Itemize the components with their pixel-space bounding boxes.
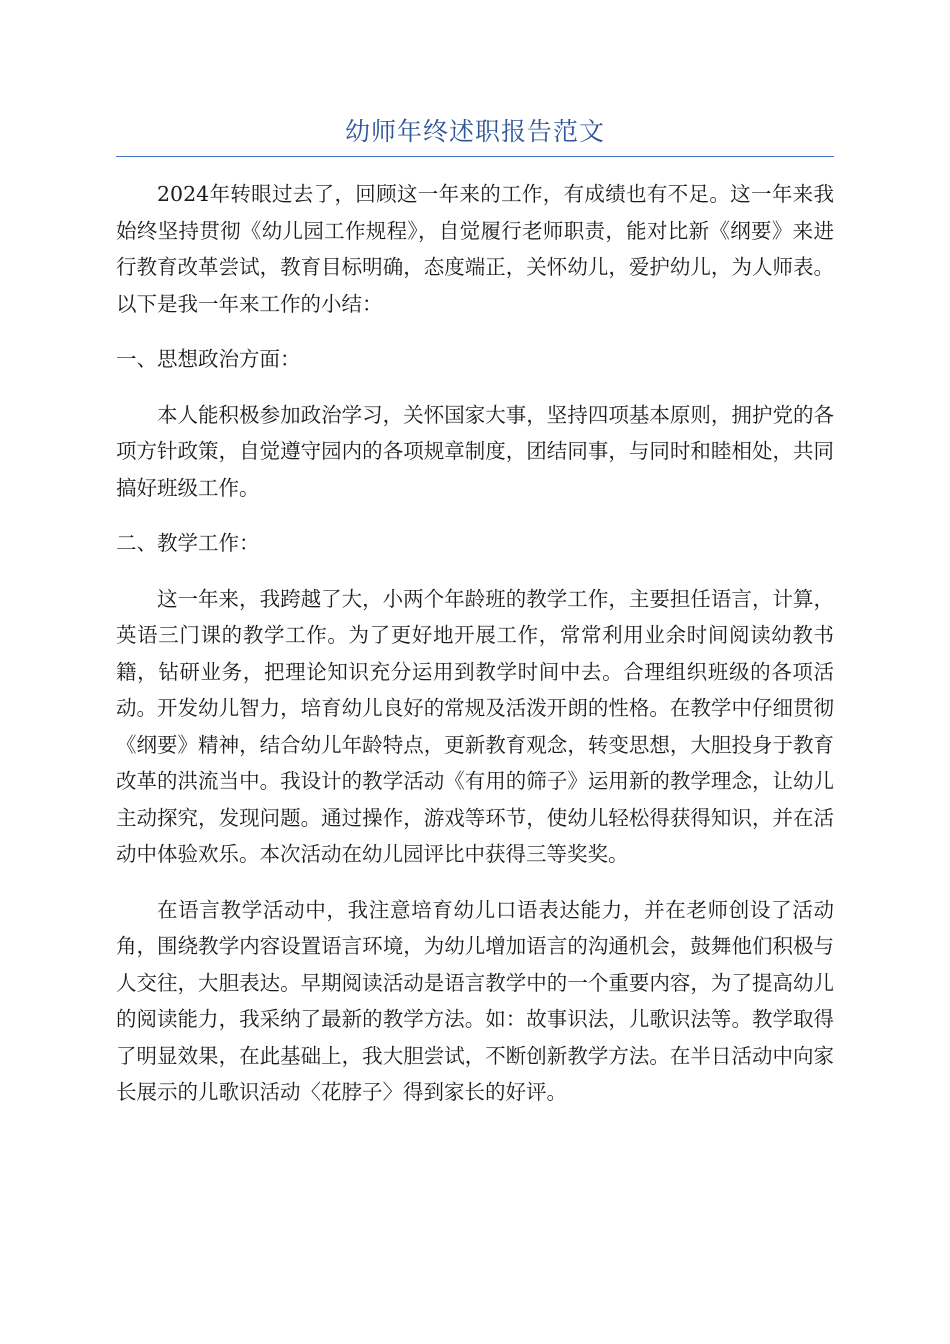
politics-paragraph: 本人能积极参加政治学习，关怀国家大事，坚持四项基本原则，拥护党的各项方针政策，自觉遵守园内的各项规章制度，团结同事，与同时和睦相处，共同搞好班级工作。 [116,402,834,500]
teaching-paragraph-2: 在语言教学活动中，我注意培育幼儿口语表达能力，并在老师创设了活动角，围绕教学内容设置语言环境，为幼儿增加语言的沟通机会，鼓舞他们积极与人交往，大胆表达。早期阅读活动是语言教学中的一个重要内容，为了提高幼儿的阅读能力，我采纳了最新的教学方法。如：故事识法，儿歌识法等。教学取得了明显效果，在此基础上，我大胆尝试，不断创新教学方法。在半日活动中向家长展示的儿歌识活动〈花脖子〉得到家长的好评。 [116,897,834,1104]
document-body [116,176,834,1130]
section-heading-politics: 一、思想政治方面： [116,347,301,371]
teaching-paragraph-1: 这一年来，我跨越了大，小两个年龄班的教学工作，主要担任语言，计算，英语三门课的教学工作。为了更好地开展工作，常常利用业余时间阅读幼教书籍，钻研业务，把理论知识充分运用到教学时间中去。合理组织班级的各项活动。开发幼儿智力，培育幼儿良好的常规及活泼开朗的性格。在教学中仔细贯彻《纲要》精神，结合幼儿年龄特点，更新教育观念，转变思想，大胆投身于教育改革的洪流当中。我设计的教学活动《有用的筛子》运用新的教学理念，让幼儿主动探究，发现问题。通过操作，游戏等环节，使幼儿轻松得获得知识，并在活动中体验欢乐。本次活动在幼儿园评比中获得三等奖奖。 [116,586,834,866]
document-title: 幼师年终述职报告范文 [344,117,605,146]
title-block [116,112,834,157]
intro-paragraph: 2024年转眼过去了，回顾这一年来的工作，有成绩也有不足。这一年来我始终坚持贯彻《幼儿园工作规程》，自觉履行老师职责，能对比新《纲要》来进行教育改革尝试，教育目标明确，态度端正，关怀幼儿，爱护幼儿，为人师表。以下是我一年来工作的小结： [116,182,834,316]
section-heading-teaching: 二、教学工作： [116,531,260,555]
